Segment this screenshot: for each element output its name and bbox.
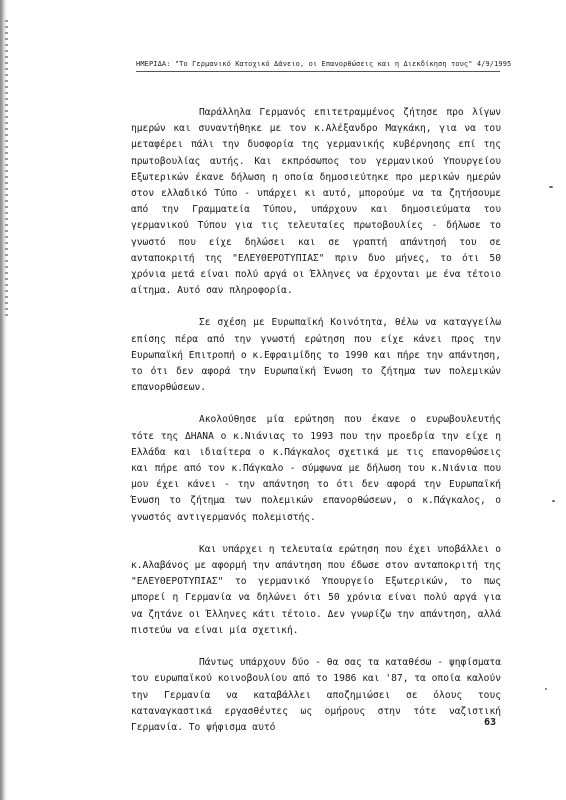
page-number: 63 (484, 717, 497, 728)
paragraph: Παράλληλα Γερμανός επιτετραμμένος ζήτησε προ λίγων ημερών και συναντήθηκε με τον κ.Αλέξανδρο Μαγκάκη, για να του μεταφέρει πάλι την δυσφορία της γερμανικής κυβέρνησης επί της πρωτοβουλίας αυτής. Και εκπρόσωπος του γερμανικού Υπουργείου Εξωτερικών έκανε δήλωση η οποία δημοσιεύτηκε προ μερικών ημερών στον ελλαδικό Τύπο - υπάρχει κι αυτό, μπορούμε να τα ζητήσουμε από την Γραμματεία Τύπου, υπάρχουν και δημοσιεύματα του γερμανικού Τύπου για τις τελευταίες πρωτοβουλίες - δήλωσε το γνωστό που είχε δηλώσει και σε γραπτή απάντησή του σε ανταποκριτή της "ΕΛΕΥΘΕΡΟΤΥΠΙΑΣ" πριν δυο μήνες, το ότι 50 χρόνια μετά είναι πολύ αργά οι Έλληνες να έρχονται με ένα τέτοιο αίτημα. Αυτό σαν πληροφορία. (131, 107, 501, 297)
header-rule (136, 71, 500, 72)
paragraph: Σε σχέση με Ευρωπαϊκή Κοινότητα, θέλω να καταγγείλω επίσης πέρα από την γνωστή ερώτηση που είχε κάνει προς την Ευρωπαϊκή Επιτροπή ο κ.Εφραιμίδης το 1990 και πήρε την απάντηση, το ότι δεν αφορά την Ευρωπαϊκή Ένωση το ζήτημα των πολεμικών επανορθώσεων. (131, 317, 501, 394)
scan-speck (545, 688, 547, 690)
running-header: ΗΜΕΡΙΔΑ: "Το Γερμανικό Κατοχικό Δάνειο, οι Επανορθώσεις και η Διεκδίκηση τους" 4/9/1995 (136, 60, 512, 68)
paragraph: Και υπάρχει η τελευταία ερώτηση που έχει υποβάλλει ο κ.Αλαβάνος με αφορμή την απάντηση που έδωσε στον ανταποκριτή της "ΕΛΕΥΘΕΡΟΤΥΠΙΑΣ" το γερμανικό Υπουργείο Εξωτερικών, το πως μπορεί η Γερμανία να δηλώνει ότι 50 χρόνια είναι πολύ αργά για να ζητάνε οι Έλληνες κάτι τέτοιο. Δεν γνωρίζω την απάντηση, αλλά πιστεύω να είναι μία σχετική. (131, 543, 501, 636)
scan-speck (549, 186, 553, 188)
paragraph: Ακολούθησε μία ερώτηση που έκανε ο ευρωβουλευτής τότε της ΔΗΑΝΑ ο κ.Νιάνιας το 1993 που την προεδρία την είχε η Ελλάδα και ιδιαίτερα ο κ.Πάγκαλος σχετικά με τις επανορθώσεις και πήρε από τον κ.Πάγκαλο - σύμφωνα με δήλωση του κ.Νιάνια που μου έχει κάνει - την απάντηση το ότι δεν αφορά την Ευρωπαϊκή Ένωση το ζήτημα των πολεμικών επανορθώσεων, ο κ.Πάγκαλος, ο γνωστός αντιγερμανός πολεμιστής. (131, 414, 501, 523)
scan-speck (552, 500, 555, 502)
scan-edge-marks (5, 20, 8, 320)
paragraph: Πάντως υπάρχουν δύο - θα σας τα καταθέσω - ψηφίσματα του ευρωπαϊκού κοινοβουλίου από το 1986 και '87, τα οποία καλούν την Γερμανία να καταβάλλει αποζημιώσει σε όλους τους καταναγκαστικά εργασθέντες ως ομήρους στην τότε ναζιστική Γερμανία. Το ψήφισμα αυτό (131, 657, 501, 733)
body-text (131, 105, 501, 736)
